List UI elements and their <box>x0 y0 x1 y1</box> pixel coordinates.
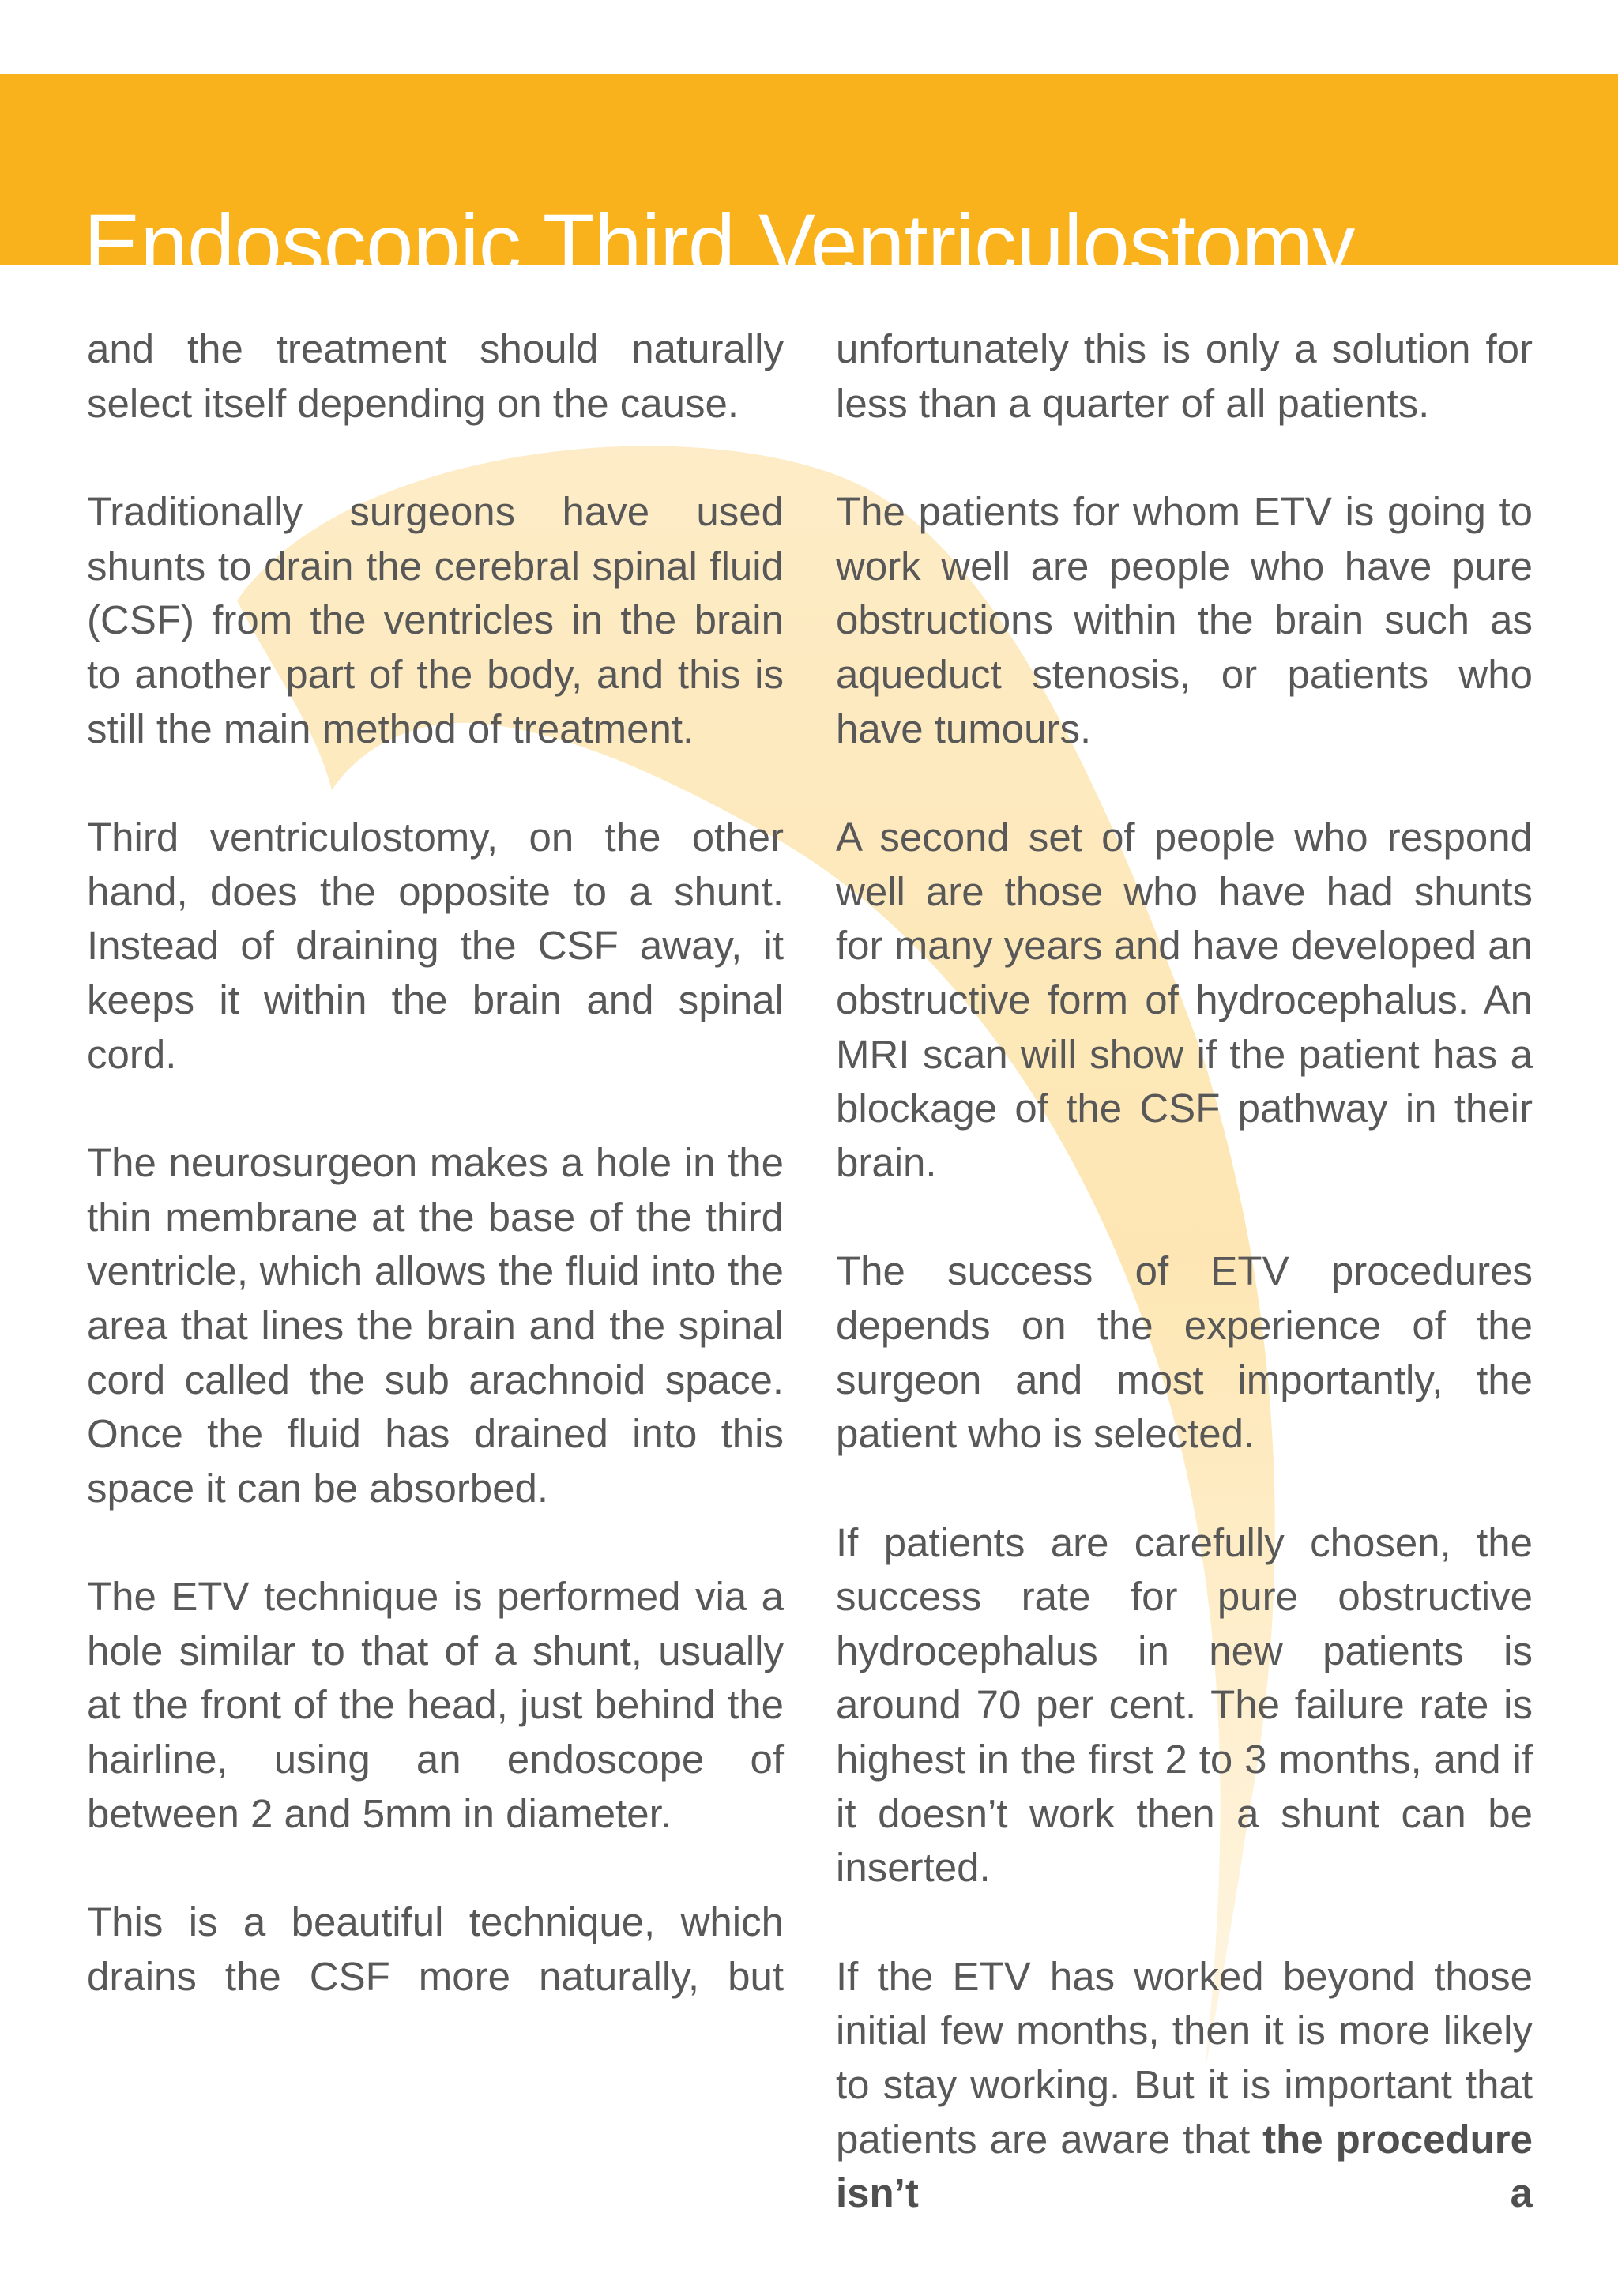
paragraph: The success of ETV procedures depends on the experience of the surgeon and most importantly, the patient who is selected. <box>836 1248 1533 1457</box>
paragraph: The ETV technique is performed via a hole similar to that of a shunt, usually at the front of the head, just behind the hairline, using an endoscope of between 2 and 5mm in diameter. <box>87 1574 784 1836</box>
header-band <box>0 74 1618 292</box>
paragraph: Third ventriculostomy, on the other hand, does the opposite to a shunt. Instead of draining the CSF away, it keeps it within the brain and spinal cord. <box>87 815 784 1077</box>
paragraph: A second set of people who respond well are those who have had shunts for many years and have developed an obstructive form of hydrocephalus. An MRI scan will show if the patient has a blockage of the CSF pathway in their brain. <box>836 815 1533 1185</box>
paragraph: The patients for whom ETV is going to work well are people who have pure obstructions within the brain such as aqueduct stenosis, or patients who have tumours. <box>836 489 1533 751</box>
paragraph-text: If the ETV has worked beyond those initial few months, then it is more likely to stay working. But it is important that patients are aware that <box>836 1953 1533 2162</box>
paragraph: unfortunately this is only a solution for less than a quarter of all patients. <box>836 326 1533 426</box>
paragraph: If patients are carefully chosen, the success rate for pure obstructive hydrocephalus in new patients is around 70 per cent. The failure rate is highest in the first 2 to 3 months, and if it doesn’t work then a shunt can be inserted. <box>836 1519 1533 1891</box>
paragraph: Traditionally surgeons have used shunts to drain the cerebral spinal fluid (CSF) from the ventricles in the brain to another part of the body, and this is still the main method of treatment. <box>87 489 784 751</box>
paragraph: This is a beautiful technique, which drains the CSF more naturally, but <box>87 1899 784 1999</box>
paragraph-with-emphasis <box>836 1950 1533 2221</box>
right-text-column <box>836 322 1533 2221</box>
paragraph: and the treatment should naturally select itself depending on the cause. <box>87 326 784 426</box>
page-title: Endoscopic Third Ventriculostomy <box>84 196 1355 292</box>
left-text-column <box>87 322 784 2004</box>
emphasis-text: the procedure isn’t a <box>836 2116 1533 2216</box>
paragraph: The neurosurgeon makes a hole in the thin membrane at the base of the third ventricle, which allows the fluid into the area that lines the brain and the spinal cord called the sub arachnoid space. Once the fluid has drained into this space it can be absorbed. <box>87 1140 784 1511</box>
